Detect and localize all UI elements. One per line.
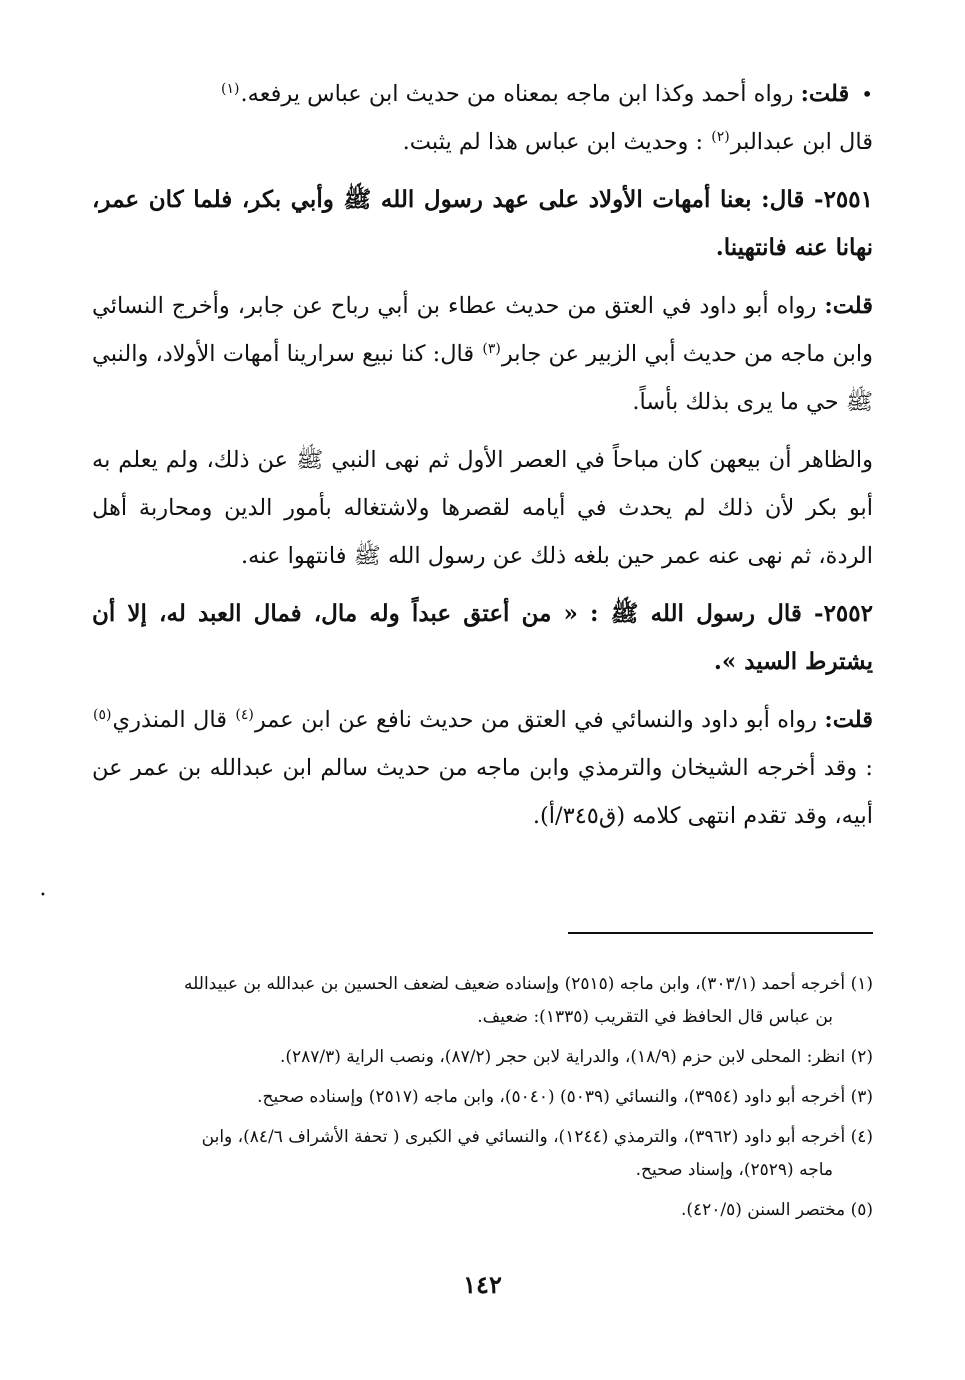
- paragraph-3: [92, 282, 873, 426]
- footnote-text: مختصر السنن (٤٢٠/٥).: [680, 1200, 846, 1220]
- footnote-divider: [568, 932, 873, 934]
- footnote-text: أخرجه أبو داود (٣٩٦٢)، والترمذي (١٢٤٤)، والنسائي في الكبرى ( تحفة الأشراف ٨٤/٦)، وابن: [201, 1127, 846, 1147]
- footnote-continuation: ماجه (٢٥٢٩)، وإسناد صحيح.: [635, 1160, 833, 1180]
- paragraph-text: رواه أبو داود في العتق من حديث عطاء بن أبي رباح عن جابر، وأخرج النسائي وابن ماجه من حديث أبي الزبير عن جابر: [92, 293, 873, 367]
- footnote-4: [92, 1121, 873, 1187]
- speck-mark: •: [40, 890, 46, 901]
- hadith-2551: ٢٥٥١- قال: بعنا أمهات الأولاد على عهد رسول الله ﷺ وأبي بكر، فلما كان عمر، نهانا عنه فانتهينا.: [92, 186, 873, 261]
- footnote-ref-5: (٥): [93, 706, 112, 723]
- footnote-1: [92, 968, 873, 1034]
- paragraph-text: قال المنذري: [112, 707, 227, 733]
- footnote-number: (١): [850, 974, 873, 994]
- footnote-number: (٤): [850, 1127, 873, 1147]
- footnote-text: انظر: المحلى لابن حزم (١٨/٩)، والدراية لابن حجر (٨٧/٢)، ونصب الراية (٢٨٧/٣).: [279, 1047, 846, 1067]
- footnote-ref-2: (٢): [711, 128, 730, 145]
- footnote-number: (٢): [850, 1047, 873, 1067]
- hadith-2552: ٢٥٥٢- قال رسول الله ﷺ : « من أعتق عبداً وله مال، فمال العبد له، إلا أن يشترط السيد ».: [92, 600, 873, 675]
- paragraph-text: قال ابن عبدالبر: [730, 129, 873, 155]
- main-text: [92, 70, 873, 850]
- qultu-label: قلت:: [824, 707, 873, 733]
- qultu-label: قلت:: [800, 81, 850, 107]
- page-number: ١٤٢: [463, 1270, 502, 1299]
- footnote-2: [92, 1041, 873, 1074]
- footnote-number: (٣): [850, 1087, 873, 1107]
- paragraph-text: : وحديث ابن عباس هذا لم يثبت.: [402, 129, 704, 155]
- footnote-text: أخرجه أبو داود (٣٩٥٤)، والنسائي (٥٠٣٩) (٥٠٤٠)، وابن ماجه (٢٥١٧) وإسناده صحيح.: [257, 1087, 846, 1107]
- paragraph-4: والظاهر أن بيعهن كان مباحاً في العصر الأول ثم نهى النبي ﷺ عن ذلك، ولم يعلم به أبو بكر لأن ذلك لم يحدث في أيامه لقصرها ولاشتغاله بأمور الدين ومحاربة أهل الردة، ثم نهى عنه عمر حين بلغه ذلك عن رسول الله ﷺ فانتهوا عنه.: [92, 447, 873, 569]
- qultu-label: قلت:: [824, 293, 873, 319]
- footnote-5: [92, 1194, 873, 1227]
- paragraph-2: [92, 118, 873, 166]
- paragraph-5: [92, 696, 873, 840]
- paragraph-1: [92, 70, 873, 118]
- footnote-number: (٥): [850, 1200, 873, 1220]
- footnote-ref-1: (١): [221, 80, 240, 97]
- footnote-3: [92, 1081, 873, 1114]
- footnotes: [92, 968, 873, 1234]
- paragraph-text: رواه أبو داود والنسائي في العتق من حديث نافع عن ابن عمر: [254, 707, 817, 733]
- paragraph-text: رواه أحمد وكذا ابن ماجه بمعناه من حديث ابن عباس يرفعه.: [240, 81, 794, 107]
- footnote-continuation: بن عباس قال الحافظ في التقريب (١٣٣٥): ضعيف.: [477, 1007, 833, 1027]
- footnote-ref-4: (٤): [235, 706, 254, 723]
- paragraph-text: قال: كنا نبيع سرارينا أمهات الأولاد، والنبي ﷺ حي ما يرى بذلك بأساً.: [92, 341, 873, 415]
- footnote-text: أخرجه أحمد (٣٠٣/١)، وابن ماجه (٢٥١٥) وإسناده ضعيف لضعف الحسين بن عبدالله بن عبيدالله: [184, 974, 846, 994]
- paragraph-text: : وقد أخرجه الشيخان والترمذي وابن ماجه من حديث سالم ابن عبدالله بن عمر عن أبيه، وقد تقدم انتهى كلامه (ق٣٤٥/أ).: [92, 755, 873, 829]
- footnote-ref-3: (٣): [482, 340, 501, 357]
- bullet-icon: •: [861, 82, 873, 106]
